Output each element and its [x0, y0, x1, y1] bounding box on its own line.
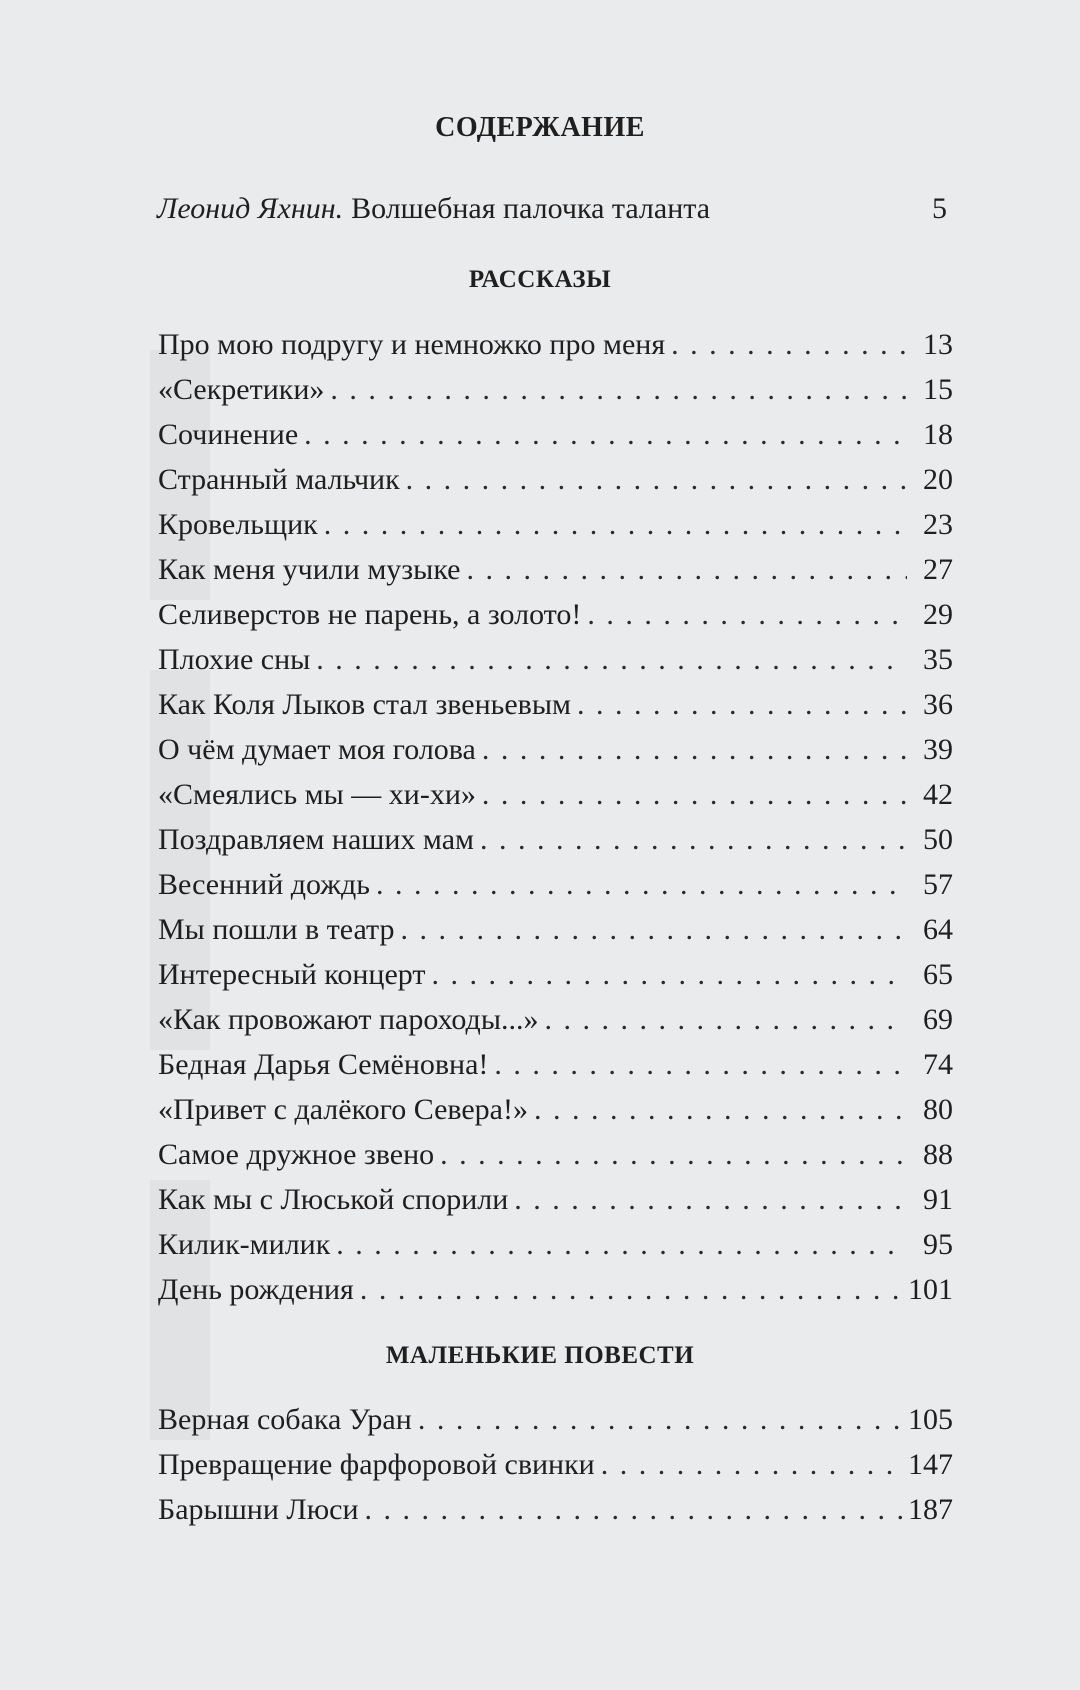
entry-title: Интересный концерт — [158, 958, 426, 991]
entry-page-number: 91 — [923, 1183, 953, 1216]
toc-entry[interactable] — [158, 1397, 953, 1442]
toc-entry[interactable] — [158, 772, 953, 817]
dot-leader — [360, 1267, 902, 1312]
toc-entry[interactable] — [158, 547, 953, 592]
toc-entry[interactable] — [158, 862, 953, 907]
dot-leader — [482, 727, 907, 772]
entry-title: Барышни Люси — [158, 1493, 359, 1526]
entry-page-number: 88 — [923, 1138, 953, 1171]
entry-page-number: 187 — [908, 1493, 953, 1526]
entry-page-number: 39 — [923, 733, 953, 766]
toc-entry[interactable] — [158, 637, 953, 682]
entry-page-number: 23 — [923, 508, 953, 541]
entry-title: Сочинение — [158, 418, 299, 451]
entry-title: Превращение фарфоровой свинки — [158, 1448, 595, 1481]
intro-entry[interactable] — [157, 192, 947, 226]
entry-page-number: 18 — [923, 418, 953, 451]
toc-entry[interactable] — [158, 1042, 953, 1087]
entry-page-number: 147 — [908, 1448, 953, 1481]
dot-leader — [577, 682, 907, 727]
intro-title: Волшебная палочка таланта — [351, 192, 711, 225]
entry-page-number: 50 — [923, 823, 953, 856]
entry-title: Весенний дождь — [158, 868, 370, 901]
entry-title: Как меня учили музыке — [158, 553, 461, 586]
toc-entry[interactable] — [158, 952, 953, 997]
dot-leader — [336, 1222, 907, 1267]
dot-leader — [671, 322, 907, 367]
novellas-list — [158, 1397, 953, 1532]
intro-page-number: 5 — [932, 192, 947, 225]
entry-title: Мы пошли в театр — [158, 913, 395, 946]
dot-leader — [440, 1132, 907, 1177]
dot-leader — [466, 547, 907, 592]
dot-leader — [544, 997, 907, 1042]
toc-entry[interactable] — [158, 1177, 953, 1222]
dot-leader — [330, 367, 907, 412]
entry-page-number: 80 — [923, 1093, 953, 1126]
dot-leader — [365, 1487, 902, 1532]
toc-entry[interactable] — [158, 457, 953, 502]
toc-entry[interactable] — [158, 907, 953, 952]
stories-list — [158, 322, 953, 1312]
entry-title: Бедная Дарья Семёновна! — [158, 1048, 489, 1081]
toc-entry[interactable] — [158, 1442, 953, 1487]
entry-title: Самое дружное звено — [158, 1138, 435, 1171]
entry-title: День рождения — [158, 1273, 354, 1306]
toc-entry[interactable] — [158, 1087, 953, 1132]
dot-leader — [534, 1087, 907, 1132]
entry-title: «Как провожают пароходы...» — [158, 1003, 539, 1036]
entry-title: «Привет с далёкого Севера!» — [158, 1093, 528, 1126]
entry-page-number: 42 — [923, 778, 953, 811]
entry-title: О чём думает моя голова — [158, 733, 476, 766]
dot-leader — [418, 1397, 902, 1442]
entry-page-number: 29 — [923, 598, 953, 631]
entry-page-number: 74 — [923, 1048, 953, 1081]
toc-entry[interactable] — [158, 1222, 953, 1267]
dot-leader — [324, 502, 907, 547]
dot-leader — [406, 457, 907, 502]
entry-title: Кровельщик — [158, 508, 318, 541]
entry-page-number: 65 — [923, 958, 953, 991]
toc-entry[interactable] — [158, 682, 953, 727]
toc-entry[interactable] — [158, 1267, 953, 1312]
toc-entry[interactable] — [158, 997, 953, 1042]
toc-entry[interactable] — [158, 502, 953, 547]
entry-page-number: 36 — [923, 688, 953, 721]
entry-page-number: 15 — [923, 373, 953, 406]
entry-title: Верная собака Уран — [158, 1403, 412, 1436]
dot-leader — [480, 817, 907, 862]
toc-entry[interactable] — [158, 412, 953, 457]
entry-page-number: 35 — [923, 643, 953, 676]
dot-leader — [587, 592, 907, 637]
dot-leader — [601, 1442, 902, 1487]
entry-page-number: 13 — [923, 328, 953, 361]
entry-page-number: 20 — [923, 463, 953, 496]
dot-leader — [304, 412, 907, 457]
novellas-section-heading: МАЛЕНЬКИЕ ПОВЕСТИ — [385, 1342, 695, 1369]
dot-leader — [431, 952, 907, 997]
dot-leader — [494, 1042, 907, 1087]
entry-title: Селиверстов не парень, а золото! — [158, 598, 582, 631]
entry-page-number: 57 — [923, 868, 953, 901]
stories-section-heading: РАССКАЗЫ — [468, 266, 612, 293]
entry-title: Про мою подругу и немножко про меня — [158, 328, 666, 361]
dot-leader — [400, 907, 907, 952]
entry-title: «Смеялись мы — хи-хи» — [158, 778, 476, 811]
dot-leader — [316, 637, 907, 682]
toc-entry[interactable] — [158, 322, 953, 367]
dot-leader — [482, 772, 907, 817]
entry-title: Килик-милик — [158, 1228, 331, 1261]
entry-title: «Секретики» — [158, 373, 325, 406]
entry-title: Плохие сны — [158, 643, 311, 676]
entry-title: Как Коля Лыков стал звеньевым — [158, 688, 571, 721]
intro-author: Леонид Яхнин. — [157, 192, 344, 225]
entry-title: Поздравляем наших мам — [158, 823, 474, 856]
dot-leader — [514, 1177, 907, 1222]
toc-entry[interactable] — [158, 592, 953, 637]
entry-page-number: 105 — [908, 1403, 953, 1436]
entry-page-number: 27 — [923, 553, 953, 586]
dot-leader — [376, 862, 907, 907]
toc-entry[interactable] — [158, 1487, 953, 1532]
entry-page-number: 95 — [923, 1228, 953, 1261]
entry-title: Как мы с Люськой спорили — [158, 1183, 509, 1216]
entry-page-number: 64 — [923, 913, 953, 946]
entry-title: Странный мальчик — [158, 463, 400, 496]
toc-entry[interactable] — [158, 1132, 953, 1177]
toc-entry[interactable] — [158, 367, 953, 412]
entry-page-number: 69 — [923, 1003, 953, 1036]
toc-heading: СОДЕРЖАНИЕ — [435, 112, 645, 143]
entry-page-number: 101 — [908, 1273, 953, 1306]
toc-entry[interactable] — [158, 727, 953, 772]
toc-entry[interactable] — [158, 817, 953, 862]
